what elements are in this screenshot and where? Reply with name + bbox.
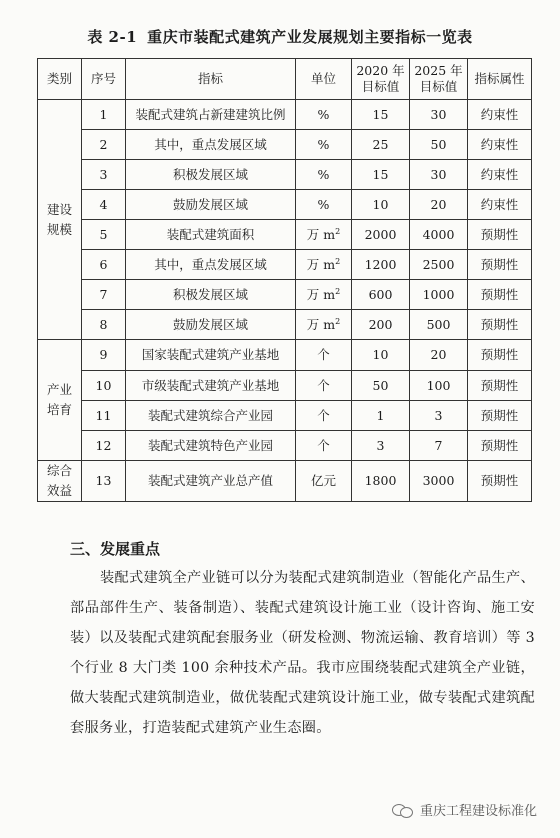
row-indicator: 装配式建筑占新建建筑比例 bbox=[126, 100, 296, 130]
row-indicator: 装配式建筑产业总产值 bbox=[126, 461, 296, 502]
row-value-2020: 10 bbox=[352, 190, 410, 220]
row-value-2025: 1000 bbox=[410, 280, 468, 310]
row-indicator: 积极发展区域 bbox=[126, 280, 296, 310]
row-indicator: 鼓励发展区域 bbox=[126, 190, 296, 220]
row-value-2020: 15 bbox=[352, 100, 410, 130]
row-indicator: 市级装配式建筑产业基地 bbox=[126, 371, 296, 401]
row-value-2025: 2500 bbox=[410, 250, 468, 280]
table-row bbox=[38, 280, 532, 310]
category-industry-cultivation: 产业 培育 bbox=[38, 340, 82, 461]
row-no: 2 bbox=[82, 130, 126, 160]
indicators-table bbox=[37, 58, 532, 502]
row-no: 11 bbox=[82, 401, 126, 431]
wechat-icon bbox=[392, 802, 414, 818]
row-value-2025: 20 bbox=[410, 340, 468, 371]
row-attribute: 预期性 bbox=[468, 250, 532, 280]
row-unit: % bbox=[296, 130, 352, 160]
row-attribute: 约束性 bbox=[468, 100, 532, 130]
row-value-2020: 25 bbox=[352, 130, 410, 160]
table-row bbox=[38, 160, 532, 190]
row-unit: 万 $m^2$ bbox=[296, 220, 352, 250]
row-value-2020: 2000 bbox=[352, 220, 410, 250]
row-attribute: 约束性 bbox=[468, 190, 532, 220]
row-value-2025: 50 bbox=[410, 130, 468, 160]
row-value-2025: 30 bbox=[410, 160, 468, 190]
header-attribute: 指标属性 bbox=[468, 59, 532, 100]
row-indicator: 其中，重点发展区域 bbox=[126, 130, 296, 160]
watermark-text: 重庆工程建设标准化 bbox=[420, 804, 538, 819]
row-value-2020: 3 bbox=[352, 431, 410, 461]
row-indicator: 装配式建筑特色产业园 bbox=[126, 431, 296, 461]
row-unit: 万 $m^2$ bbox=[296, 250, 352, 280]
row-no: 4 bbox=[82, 190, 126, 220]
table-row bbox=[38, 250, 532, 280]
table-number: 表 2-1 bbox=[87, 28, 138, 46]
row-value-2025: 7 bbox=[410, 431, 468, 461]
row-value-2025: 3000 bbox=[410, 461, 468, 502]
row-attribute: 预期性 bbox=[468, 371, 532, 401]
row-value-2020: 10 bbox=[352, 340, 410, 371]
row-value-2020: 1200 bbox=[352, 250, 410, 280]
row-value-2020: 1 bbox=[352, 401, 410, 431]
row-unit: 个 bbox=[296, 401, 352, 431]
row-attribute: 预期性 bbox=[468, 310, 532, 340]
row-attribute: 预期性 bbox=[468, 461, 532, 502]
watermark bbox=[392, 800, 537, 819]
row-value-2020: 15 bbox=[352, 160, 410, 190]
row-unit: 万 $m^2$ bbox=[296, 280, 352, 310]
table-row bbox=[38, 340, 532, 371]
row-no: 9 bbox=[82, 340, 126, 371]
table-row bbox=[38, 461, 532, 502]
row-value-2025: 3 bbox=[410, 401, 468, 431]
row-unit: 个 bbox=[296, 371, 352, 401]
row-indicator: 国家装配式建筑产业基地 bbox=[126, 340, 296, 371]
table-row bbox=[38, 220, 532, 250]
row-no: 5 bbox=[82, 220, 126, 250]
row-unit: % bbox=[296, 160, 352, 190]
row-no: 1 bbox=[82, 100, 126, 130]
row-value-2025: 500 bbox=[410, 310, 468, 340]
section-heading: 三、发展重点 bbox=[70, 540, 161, 558]
row-attribute: 约束性 bbox=[468, 160, 532, 190]
row-unit: % bbox=[296, 190, 352, 220]
row-value-2025: 20 bbox=[410, 190, 468, 220]
table-row bbox=[38, 100, 532, 130]
table-header-row bbox=[38, 59, 532, 100]
row-unit: 万 $m^2$ bbox=[296, 310, 352, 340]
header-unit: 单位 bbox=[296, 59, 352, 100]
row-value-2020: 200 bbox=[352, 310, 410, 340]
row-no: 6 bbox=[82, 250, 126, 280]
row-attribute: 预期性 bbox=[468, 340, 532, 371]
table-row bbox=[38, 130, 532, 160]
row-no: 3 bbox=[82, 160, 126, 190]
row-indicator: 装配式建筑综合产业园 bbox=[126, 401, 296, 431]
row-unit: 个 bbox=[296, 431, 352, 461]
row-no: 7 bbox=[82, 280, 126, 310]
table-row bbox=[38, 371, 532, 401]
row-value-2025: 4000 bbox=[410, 220, 468, 250]
row-value-2020: 50 bbox=[352, 371, 410, 401]
header-target-2020: 2020 年 目标值 bbox=[352, 59, 410, 100]
category-overall-benefit: 综合 效益 bbox=[38, 461, 82, 502]
row-value-2020: 600 bbox=[352, 280, 410, 310]
header-no: 序号 bbox=[82, 59, 126, 100]
row-unit: % bbox=[296, 100, 352, 130]
row-indicator: 积极发展区域 bbox=[126, 160, 296, 190]
row-value-2025: 100 bbox=[410, 371, 468, 401]
table-row bbox=[38, 310, 532, 340]
row-value-2020: 1800 bbox=[352, 461, 410, 502]
table-row bbox=[38, 401, 532, 431]
table-caption bbox=[0, 26, 560, 47]
table-title: 重庆市装配式建筑产业发展规划主要指标一览表 bbox=[147, 28, 473, 46]
row-indicator: 其中，重点发展区域 bbox=[126, 250, 296, 280]
category-construction-scale: 建设 规模 bbox=[38, 100, 82, 340]
row-value-2025: 30 bbox=[410, 100, 468, 130]
row-unit: 个 bbox=[296, 340, 352, 371]
header-target-2025: 2025 年 目标值 bbox=[410, 59, 468, 100]
row-attribute: 预期性 bbox=[468, 280, 532, 310]
row-attribute: 预期性 bbox=[468, 401, 532, 431]
row-indicator: 鼓励发展区域 bbox=[126, 310, 296, 340]
row-attribute: 预期性 bbox=[468, 220, 532, 250]
row-attribute: 预期性 bbox=[468, 431, 532, 461]
row-unit: 亿元 bbox=[296, 461, 352, 502]
row-no: 13 bbox=[82, 461, 126, 502]
table-row bbox=[38, 190, 532, 220]
header-category: 类别 bbox=[38, 59, 82, 100]
header-indicator: 指标 bbox=[126, 59, 296, 100]
row-attribute: 约束性 bbox=[468, 130, 532, 160]
section-paragraph: 装配式建筑全产业链可以分为装配式建筑制造业（智能化产品生产、部品部件生产、装备制造）、装配式建筑设计施工业（设计咨询、施工安装）以及装配式建筑配套服务业（研发检测、物流运输、教育培训）等 3 个行业 8 大门类 100 余种技术产品。我市应围绕装配式建筑全产业链，做大装配式建筑制造业，做优装配式建筑设计施工业，做专装配式建筑配套服务业，打造装配式建筑产业生态圈。 bbox=[70, 570, 535, 736]
table-row bbox=[38, 431, 532, 461]
row-indicator: 装配式建筑面积 bbox=[126, 220, 296, 250]
row-no: 8 bbox=[82, 310, 126, 340]
row-no: 10 bbox=[82, 371, 126, 401]
row-no: 12 bbox=[82, 431, 126, 461]
